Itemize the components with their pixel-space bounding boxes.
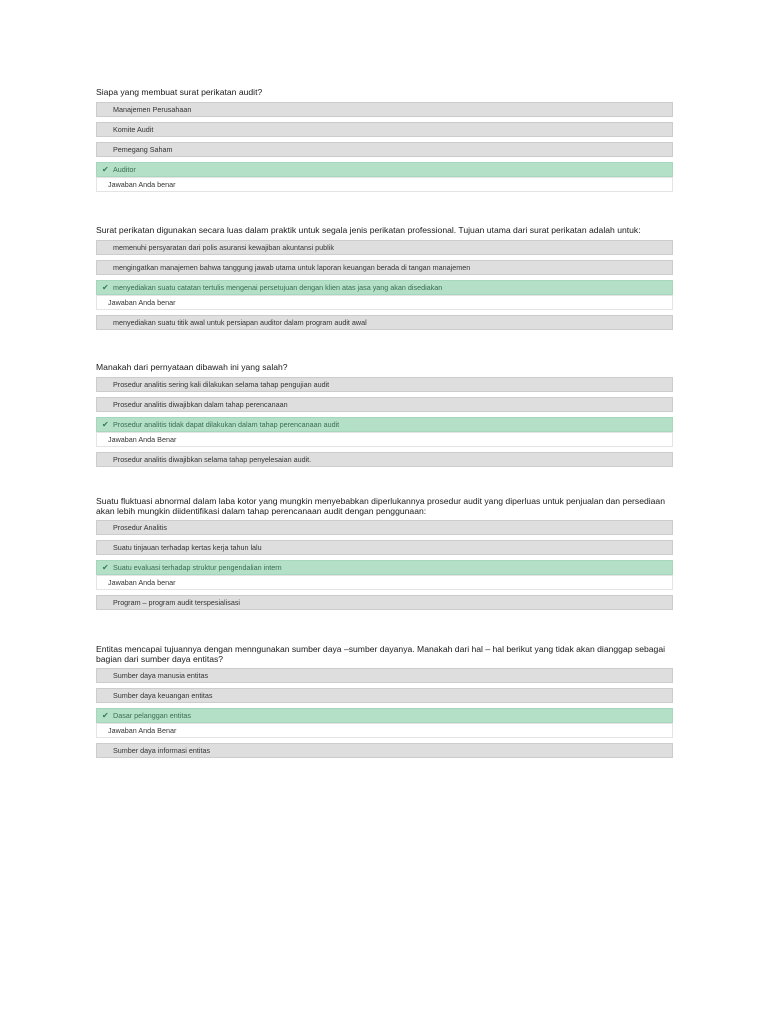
answer-option[interactable] [96, 260, 673, 275]
answer-option[interactable] [96, 142, 673, 157]
question-text: Suatu fluktuasi abnormal dalam laba kotor yang mungkin menyebabkan diperlukannya prosedur audit yang diperluas untuk penjualan dan persediaan akan lebih mungkin diidentifikasi dalam tahap perencanaan audit dengan penggunaan: [96, 496, 665, 516]
question-text: Manakah dari pernyataan dibawah ini yang salah? [96, 362, 288, 372]
answer-option[interactable] [96, 743, 673, 758]
option-label: Komite Audit [113, 124, 154, 134]
option-label: Prosedur Analitis [113, 523, 167, 532]
option-label: mengingatkan manajemen bahwa tanggung jawab utama untuk laporan keuangan berada di tangan manajemen [113, 262, 471, 272]
option-label: Sumber daya manusia entitas [113, 671, 209, 680]
check-icon: ✔ [102, 563, 109, 572]
option-label: menyediakan suatu titik awal untuk persiapan auditor dalam program audit awal [113, 317, 367, 327]
answer-option[interactable] [96, 540, 673, 555]
option-label: Pemegang Saham [113, 144, 173, 154]
answer-feedback: Jawaban Anda Benar [96, 723, 673, 738]
option-label: Prosedur analitis diwajibkan dalam tahap perencanaan [113, 399, 288, 409]
quiz-question-5 [96, 645, 673, 763]
answer-feedback: Jawaban Anda benar [96, 295, 673, 310]
option-label: Prosedur analitis diwajibkan selama tahap penyelesaian audit. [113, 454, 312, 464]
quiz-question-2 [96, 226, 673, 335]
answer-option[interactable] [96, 240, 673, 255]
check-icon: ✔ [102, 282, 109, 292]
option-label: memenuhi persyaratan dari polis asuransi kewajiban akuntansi publik [113, 242, 334, 252]
option-label: Sumber daya informasi entitas [113, 746, 211, 755]
option-label: Suatu evaluasi terhadap struktur pengendalian intern [113, 563, 282, 572]
answer-option[interactable] [96, 688, 673, 703]
quiz-question-4 [96, 497, 673, 615]
answer-option-selected-correct[interactable] [96, 280, 673, 295]
quiz-question-1 [96, 88, 673, 197]
question-text: Surat perikatan digunakan secara luas dalam praktik untuk segala jenis perikatan professional. Tujuan utama dari surat perikatan adalah untuk: [96, 225, 641, 235]
option-label: menyediakan suatu catatan tertulis mengenai persetujuan dengan klien atas jasa yang akan disediakan [113, 282, 443, 292]
option-label: Suatu tinjauan terhadap kertas kerja tahun lalu [113, 543, 262, 552]
answer-option[interactable] [96, 668, 673, 683]
answer-option[interactable] [96, 452, 673, 467]
answer-option-selected-correct[interactable] [96, 162, 673, 177]
answer-option-selected-correct[interactable] [96, 560, 673, 575]
option-label: Sumber daya keuangan entitas [113, 691, 213, 700]
option-label: Dasar pelanggan entitas [113, 711, 191, 720]
answer-option[interactable] [96, 397, 673, 412]
question-text: Siapa yang membuat surat perikatan audit? [96, 87, 263, 97]
answer-option-selected-correct[interactable] [96, 708, 673, 723]
option-label: Manajemen Perusahaan [113, 104, 192, 114]
option-label: Prosedur analitis tidak dapat dilakukan dalam tahap perencanaan audit [113, 419, 340, 429]
answer-option[interactable] [96, 595, 673, 610]
answer-option[interactable] [96, 315, 673, 330]
option-label: Program – program audit terspesialisasi [113, 598, 241, 607]
answer-option[interactable] [96, 122, 673, 137]
answer-option[interactable] [96, 102, 673, 117]
answer-option[interactable] [96, 520, 673, 535]
answer-feedback: Jawaban Anda benar [96, 575, 673, 590]
quiz-question-3 [96, 363, 673, 472]
check-icon: ✔ [102, 164, 109, 174]
option-label: Auditor [113, 164, 136, 174]
answer-option-selected-correct[interactable] [96, 417, 673, 432]
answer-feedback: Jawaban Anda Benar [96, 432, 673, 447]
answer-option[interactable] [96, 377, 673, 392]
check-icon: ✔ [102, 419, 109, 429]
answer-feedback: Jawaban Anda benar [96, 177, 673, 192]
option-label: Prosedur analitis sering kali dilakukan selama tahap pengujian audit [113, 379, 330, 389]
check-icon: ✔ [102, 711, 109, 720]
question-text: Entitas mencapai tujuannya dengan menngunakan sumber daya –sumber dayanya. Manakah dari hal – hal berikut yang tidak akan dianggap sebagai bagian dari sumber daya entitas? [96, 644, 666, 664]
